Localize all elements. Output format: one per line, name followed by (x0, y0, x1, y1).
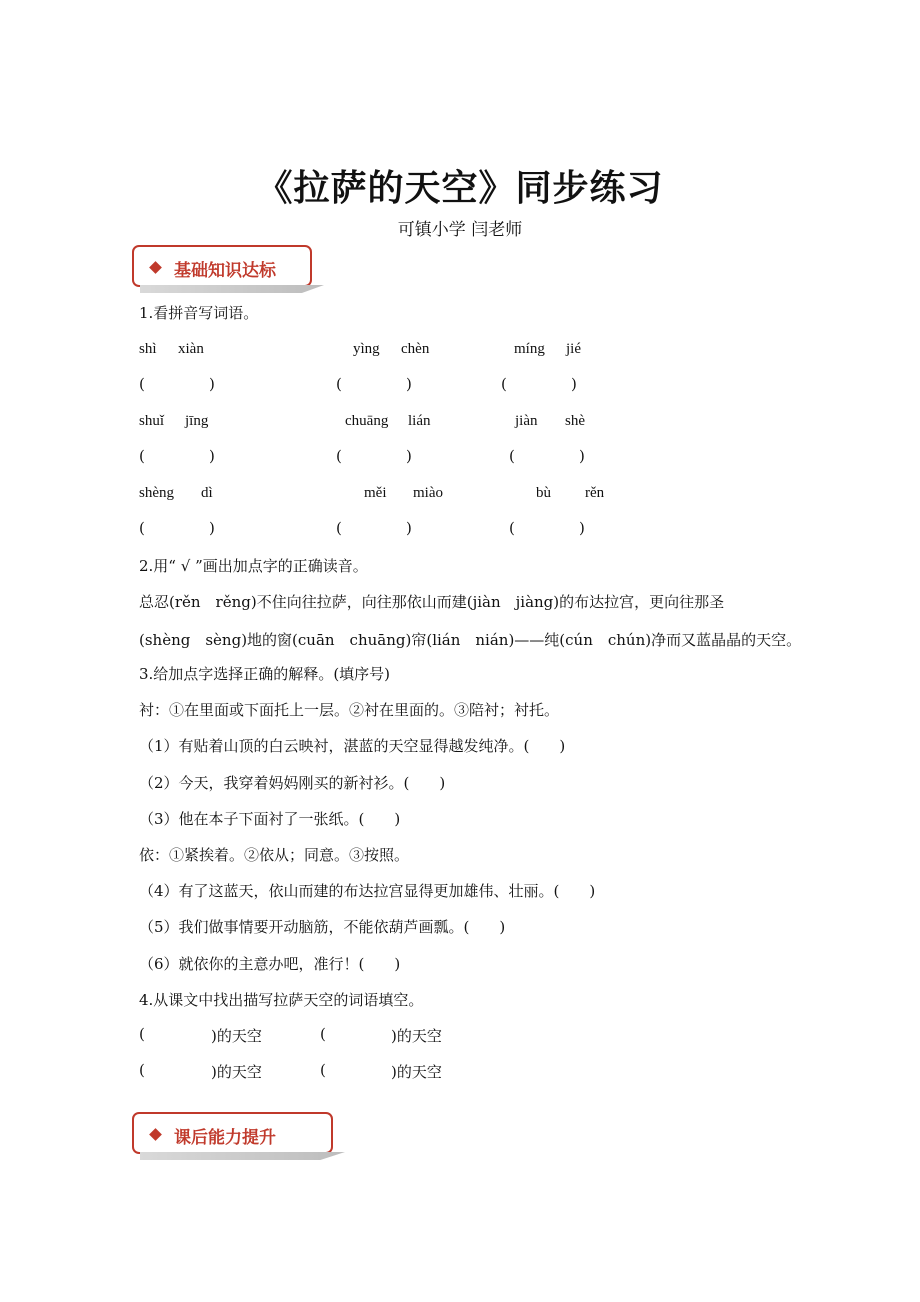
answer-blank-close: ) (579, 519, 585, 537)
page-title: 《拉萨的天空》同步练习 (256, 168, 664, 209)
section-header-advanced (132, 1112, 333, 1154)
answer-blank-open: ( (509, 519, 515, 537)
pinyin: jiàn (515, 413, 538, 429)
section-header-basic (132, 245, 312, 287)
pinyin: yìng (353, 341, 380, 357)
definition-yi: 依：①紧挨着。②依从；同意。③按照。 (139, 846, 410, 864)
answer-blank-close: ) (571, 375, 577, 393)
pinyin: shè (565, 413, 585, 429)
answer-blank-suffix: )的天空 (211, 1027, 262, 1045)
pinyin: míng (514, 341, 545, 357)
answer-blank-close: ) (209, 447, 215, 465)
answer-blank-suffix: )的天空 (391, 1063, 442, 1081)
answer-blank-open: ( (336, 519, 342, 537)
answer-blank-close: ) (406, 519, 412, 537)
pinyin: dì (201, 485, 213, 501)
answer-blank-open: ( (139, 447, 145, 465)
answer-blank-close: ) (579, 447, 585, 465)
diamond-icon (149, 1128, 162, 1141)
section-header-label: 课后能力提升 (174, 1128, 276, 1148)
answer-blank-suffix: )的天空 (391, 1027, 442, 1045)
pinyin: lián (408, 413, 431, 429)
pinyin: měi (364, 485, 387, 501)
answer-blank-close: ) (406, 375, 412, 393)
pinyin: jié (566, 341, 581, 357)
section-header-shadow (140, 285, 324, 293)
question-3-item: （6）就依你的主意办吧，准行！( ) (139, 955, 401, 973)
answer-blank-open: ( (501, 375, 507, 393)
answer-blank-suffix: )的天空 (211, 1063, 262, 1081)
pinyin: miào (413, 485, 443, 501)
question-1-prompt: 1.看拼音写词语。 (139, 304, 259, 322)
question-3-item: （4）有了这蓝天，依山而建的布达拉宫显得更加雄伟、壮丽。( ) (139, 882, 596, 900)
pinyin: chèn (401, 341, 430, 357)
question-3-prompt: 3.给加点字选择正确的解释。(填序号) (139, 665, 391, 683)
answer-blank-close: ) (209, 375, 215, 393)
answer-blank-open: ( (336, 375, 342, 393)
section-header-label: 基础知识达标 (174, 261, 276, 281)
pinyin: rěn (585, 485, 605, 501)
pinyin: shì (139, 341, 157, 357)
question-3-item: （3）他在本子下面衬了一张纸。( ) (139, 810, 401, 828)
question-3-item: （5）我们做事情要开动脑筋，不能依葫芦画瓢。( ) (139, 918, 506, 936)
question-2-prompt: 2.用“ √ ”画出加点字的正确读音。 (139, 557, 368, 575)
pinyin: shuǐ (139, 413, 165, 429)
pinyin: bù (536, 485, 551, 501)
answer-blank-open: ( (139, 375, 145, 393)
answer-blank-open: ( (139, 1025, 145, 1043)
answer-blank-open: ( (139, 519, 145, 537)
pinyin: jīng (185, 413, 209, 429)
question-4-prompt: 4.从课文中找出描写拉萨天空的词语填空。 (139, 991, 424, 1009)
question-2-line: 总忍(rěn rěng)不住向往拉萨，向往那依山而建(jiàn jiàng)的布达拉宫，更向往那圣 (139, 593, 725, 611)
answer-blank-open: ( (509, 447, 515, 465)
definition-chen: 衬：①在里面或下面托上一层。②衬在里面的。③陪衬；衬托。 (139, 701, 560, 719)
question-2-line: (shèng sèng)地的窗(cuān chuāng)帘(lián nián)——纯(cún chún)净而又蓝晶晶的天空。 (139, 631, 802, 649)
pinyin: xiàn (178, 341, 204, 357)
answer-blank-open: ( (336, 447, 342, 465)
answer-blank-close: ) (406, 447, 412, 465)
pinyin: shèng (139, 485, 174, 501)
section-header-shadow (140, 1152, 345, 1160)
page-subtitle: 可镇小学 闫老师 (397, 220, 523, 240)
diamond-icon (149, 261, 162, 274)
pinyin: chuāng (345, 413, 389, 429)
answer-blank-close: ) (209, 519, 215, 537)
answer-blank-open: ( (320, 1025, 326, 1043)
answer-blank-open: ( (320, 1061, 326, 1079)
question-3-item: （2）今天，我穿着妈妈刚买的新衬衫。( ) (139, 774, 446, 792)
answer-blank-open: ( (139, 1061, 145, 1079)
question-3-item: （1）有贴着山顶的白云映衬，湛蓝的天空显得越发纯净。( ) (139, 737, 566, 755)
